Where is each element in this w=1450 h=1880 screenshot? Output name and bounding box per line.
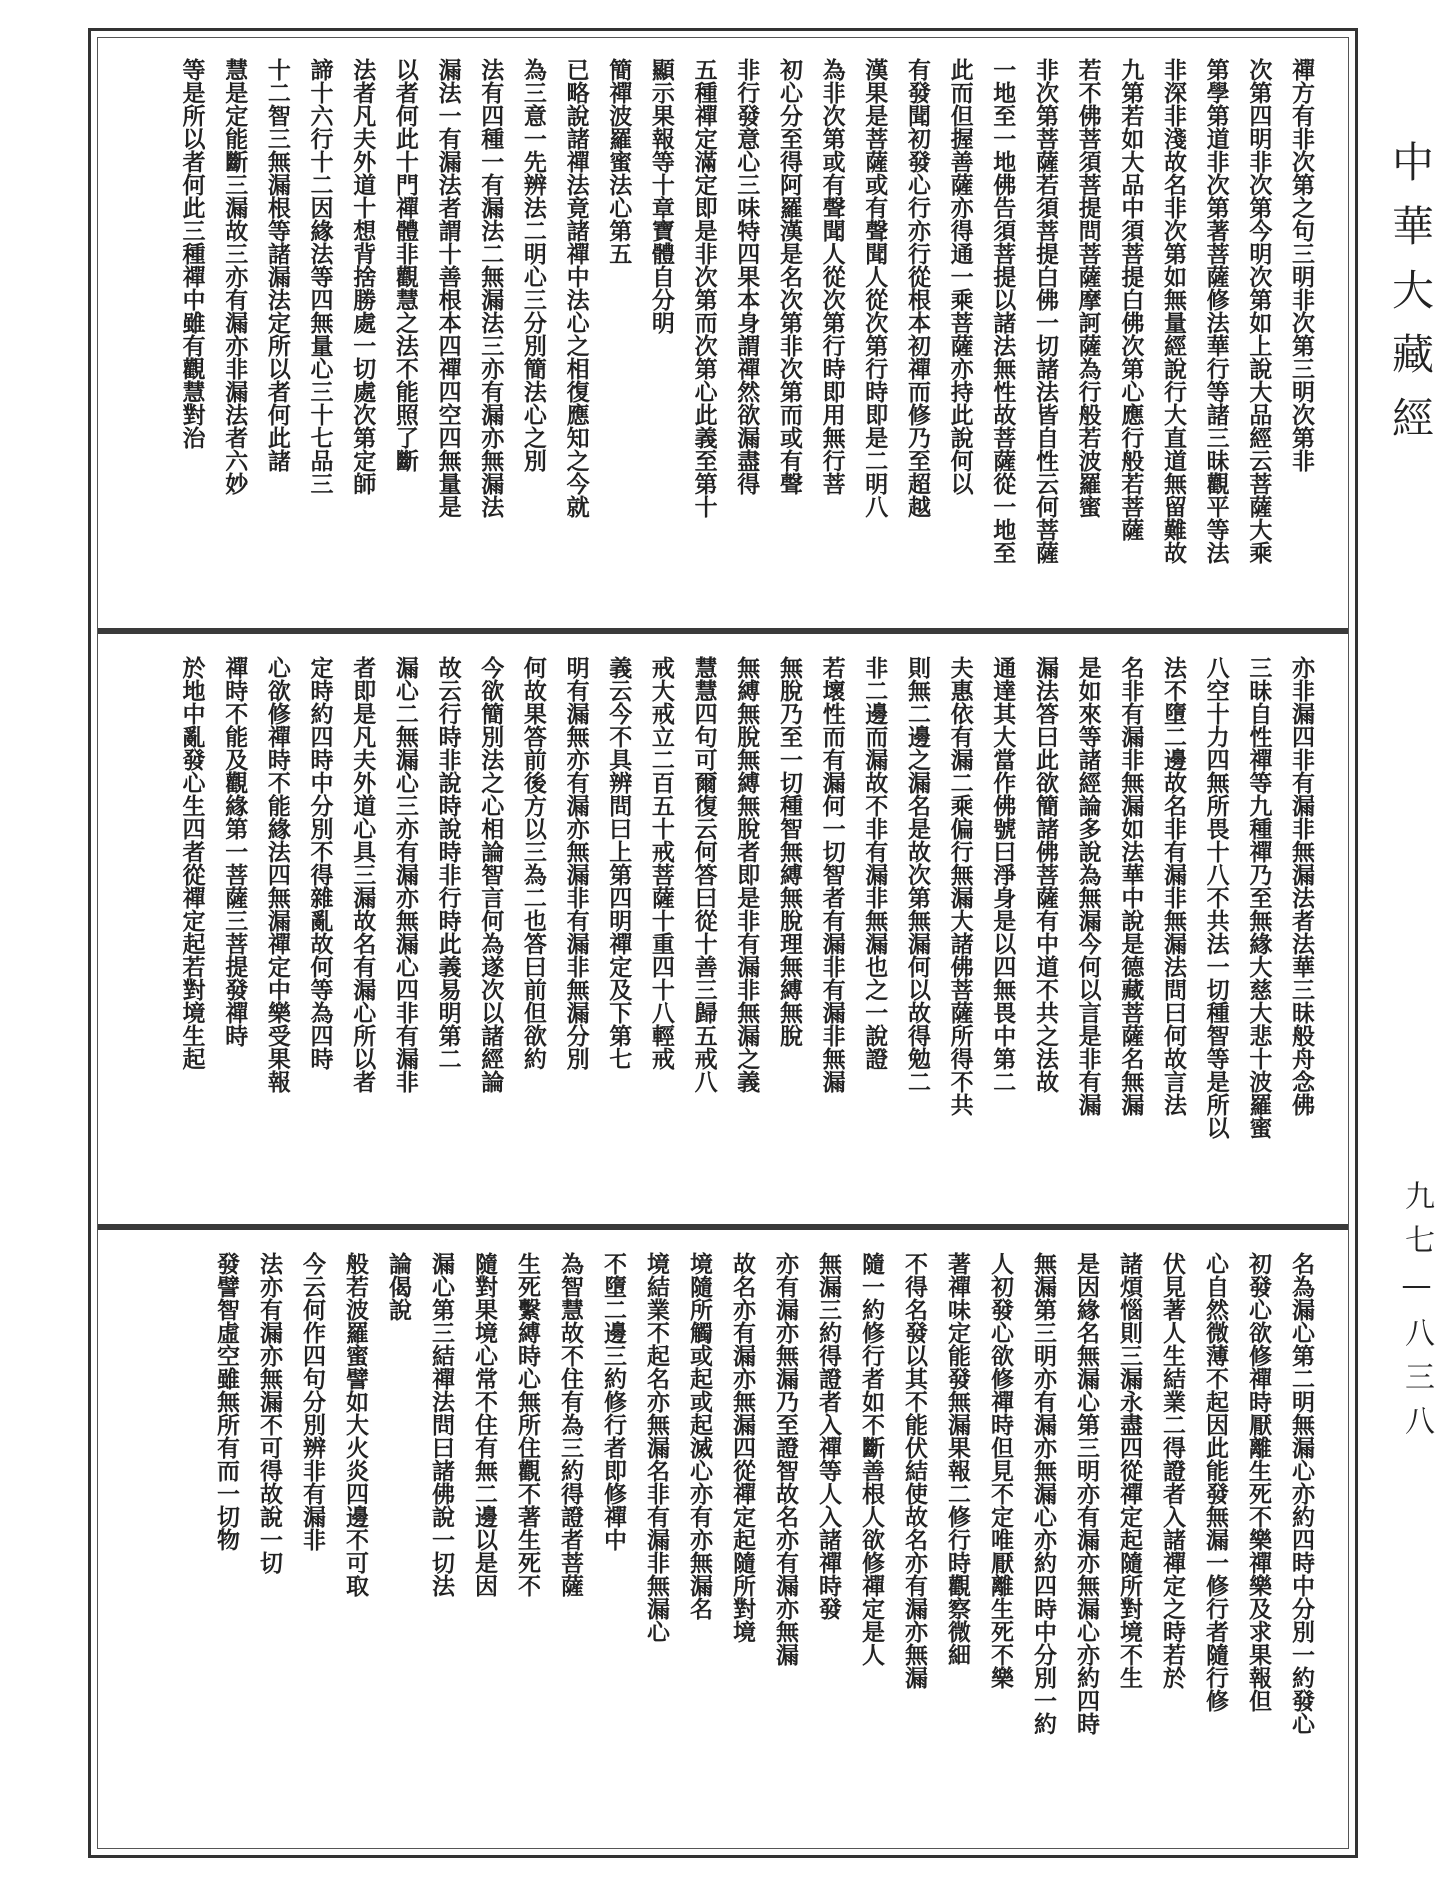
text-column: 以者何此十門禪體非觀慧之法不能照了斷 — [391, 58, 419, 472]
text-column: 故云行時非說時說時非行時此義易明第二 — [434, 656, 462, 1070]
panel-divider-1 — [98, 628, 1348, 634]
text-column: 九第若如大品中須菩提白佛次第心應行般若菩薩 — [1117, 58, 1145, 541]
text-column: 無漏第三明亦有漏亦無漏心亦約四時中分別一約 — [1030, 1252, 1057, 1735]
text-column: 漏心二無漏心三亦有漏亦無漏心四非有漏非 — [391, 656, 419, 1093]
text-column: 三昧自性禪等九種禪乃至無緣大慈大悲十波羅蜜 — [1245, 656, 1273, 1139]
text-column: 義云今不具辨問曰上第四明禪定及下第七 — [605, 656, 633, 1070]
panel-3-columns — [168, 1252, 1320, 1828]
text-column: 非深非淺故名非次第如無量經說行大直道無留難故 — [1159, 58, 1187, 564]
text-column: 著禪味定能發無漏果報二修行時觀察微細 — [944, 1252, 971, 1666]
text-column: 此而但握善薩亦得通一乘菩薩亦持此說何以 — [946, 58, 974, 495]
text-column: 禪方有非次第之句三明非次第三明次第非 — [1288, 58, 1315, 472]
text-column: 非二邊而漏故不非有漏非無漏也之一說證 — [861, 656, 889, 1070]
collection-title: 中華大藏經 — [1386, 140, 1435, 460]
text-column: 亦非漏四非有漏非無漏法者法華三昧般舟念佛 — [1288, 656, 1315, 1116]
panel-2-columns — [168, 656, 1320, 1204]
text-column: 論偈說 — [385, 1252, 412, 1321]
text-column: 初心分至得阿羅漢是名次第非次第而或有聲 — [775, 58, 803, 495]
text-column: 夫惠依有漏二乘偏行無漏大諸佛菩薩所得不共 — [946, 656, 974, 1116]
text-column: 於地中亂發心生四者從禪定起若對境生起 — [178, 656, 206, 1070]
text-column: 通達其大當作佛號曰淨身是以四無畏中第二 — [989, 656, 1017, 1093]
text-column: 第學第道非次第著菩薩修法華行等諸三昧觀平等法 — [1202, 58, 1230, 564]
text-column: 已略說諸禪法竟諸禪中法心之相復應知之今就 — [562, 58, 590, 518]
text-column: 則無二邊之漏名是故次第無漏何以故得勉二 — [903, 656, 931, 1093]
text-column: 境結業不起名亦無漏名非有漏非無漏心 — [643, 1252, 670, 1643]
text-column: 無漏三約得證者入禪等人入諸禪時發 — [815, 1252, 842, 1620]
text-panel-2 — [98, 636, 1348, 1224]
text-column: 慧是定能斷三漏故三亦有漏亦非漏法者六妙 — [221, 58, 249, 495]
text-column: 次第四明非次第今明次第如上說大品經云菩薩大乘 — [1245, 58, 1273, 564]
page-frame — [88, 28, 1358, 1858]
text-column: 為非次第或有聲聞人從次第行時即用無行菩 — [818, 58, 846, 495]
text-column: 明有漏無亦有漏亦無漏非有漏非無漏分別 — [562, 656, 590, 1070]
text-column: 若壞性而有漏何一切智者有漏非有漏非無漏 — [818, 656, 846, 1093]
text-column: 心自然微薄不起因此能發無漏一修行者隨行修 — [1202, 1252, 1229, 1712]
text-column: 十二智三無漏根等諸漏法定所以者何此諸 — [263, 58, 291, 472]
text-column: 生死繫縛時心無所住觀不著生死不 — [514, 1252, 541, 1597]
text-column: 定時約四時中分別不得雜亂故何等為四時 — [306, 656, 334, 1070]
text-column: 隨一約修行者如不斷善根人欲修禪定是人 — [858, 1252, 885, 1666]
text-column: 法亦有漏亦無漏不可得故說一切 — [256, 1252, 283, 1574]
text-column: 名非有漏非無漏如法華中說是德藏菩薩名無漏 — [1117, 656, 1145, 1116]
text-column: 法不墮二邊故名非有漏非無漏法問曰何故言法 — [1159, 656, 1187, 1116]
text-column: 是因緣名無漏心第三明亦有漏亦無漏心亦約四時 — [1073, 1252, 1100, 1735]
text-column: 八空十力四無所畏十八不共法一切種智等是所以 — [1202, 656, 1230, 1139]
text-column: 慧慧四句可爾復云何答曰從十善三歸五戒八 — [690, 656, 718, 1093]
text-column: 法者凡夫外道十想背捨勝處一切處次第定師 — [349, 58, 377, 495]
text-column: 漢果是菩薩或有聲聞人從次第行時即是二明八 — [861, 58, 889, 518]
text-column: 無縛無脫無縛無脫者即是非有漏非無漏之義 — [733, 656, 761, 1093]
text-column: 禪時不能及觀緣第一菩薩三菩提發禪時 — [221, 656, 249, 1047]
text-column: 發譬智虛空雖無所有而一切物 — [213, 1252, 240, 1551]
text-column: 無脫乃至一切種智無縛無脫理無縛無脫 — [775, 656, 803, 1047]
text-column: 漏法一有漏法者謂十善根本四禪四空四無量是 — [434, 58, 462, 518]
text-column: 境隨所觸或起或起滅心亦有亦無漏名 — [686, 1252, 713, 1620]
text-column: 一地至一地佛告須菩提以諸法無性故菩薩從一地至 — [989, 58, 1017, 564]
text-column: 何故果答前後方以三為二也答曰前但欲約 — [519, 656, 547, 1070]
text-column: 今云何作四句分別辨非有漏非 — [299, 1252, 326, 1551]
panel-divider-2 — [98, 1224, 1348, 1230]
text-column: 簡禪波羅蜜法心第五 — [605, 58, 633, 265]
text-column: 漏法答曰此欲簡諸佛菩薩有中道不共之法故 — [1031, 656, 1059, 1093]
text-column: 般若波羅蜜譬如大火炎四邊不可取 — [342, 1252, 369, 1597]
text-column: 非次第菩薩若須菩提白佛一切諸法皆自性云何菩薩 — [1031, 58, 1059, 564]
text-column: 諦十六行十二因緣法等四無量心三十七品三 — [306, 58, 334, 495]
text-column: 法有四種一有漏法二無漏法三亦有漏亦無漏法 — [477, 58, 505, 518]
text-column: 不墮二邊三約修行者即修禪中 — [600, 1252, 627, 1551]
text-column: 伏見著人生結業二得證者入諸禪定之時若於 — [1159, 1252, 1186, 1689]
text-column: 有發聞初發心行亦行從根本初禪而修乃至超越 — [903, 58, 931, 518]
text-column: 人初發心欲修禪時但見不定唯厭離生死不樂 — [987, 1252, 1014, 1689]
text-column: 為三意一先辨法二明心三分別簡法心之別 — [519, 58, 547, 472]
text-column: 故名亦有漏亦無漏四從禪定起隨所對境 — [729, 1252, 756, 1643]
text-column: 亦有漏亦無漏乃至證智故名亦有漏亦無漏 — [772, 1252, 799, 1666]
text-column: 為智慧故不住有為三約得證者菩薩 — [557, 1252, 584, 1597]
text-column: 是如來等諸經論多說為無漏今何以言是非有漏 — [1074, 656, 1102, 1116]
text-panel-3 — [98, 1232, 1348, 1848]
text-column: 今欲簡別法之心相論智言何為遂次以諸經論 — [477, 656, 505, 1093]
text-column: 漏心第三結禪法問曰諸佛說一切法 — [428, 1252, 455, 1597]
text-column: 隨對果境心常不住有無二邊以是因 — [471, 1252, 498, 1597]
text-column: 諸煩惱則三漏永盡四從禪定起隨所對境不生 — [1116, 1252, 1143, 1689]
text-column: 初發心欲修禪時厭離生死不樂禪樂及求果報但 — [1245, 1252, 1272, 1712]
text-column: 等是所以者何此三種禪中雖有觀慧對治 — [178, 58, 206, 449]
text-column: 戒大戒立二百五十戒菩薩十重四十八輕戒 — [647, 656, 675, 1070]
text-column: 五種禪定滿定即是非次第而次第心此義至第十 — [690, 58, 718, 518]
text-column: 顯示果報等十章寶體自分明 — [647, 58, 675, 334]
text-column: 非行發意心三味特四果本身謂禪然欲漏盡得 — [733, 58, 761, 495]
frame-inner — [97, 37, 1349, 1849]
panel-1-columns — [168, 58, 1320, 608]
page-number: 九七—八三八 — [1399, 1180, 1434, 1449]
text-panel-1 — [98, 38, 1348, 628]
text-column: 心欲修禪時不能緣法四無漏禪定中樂受果報 — [263, 656, 291, 1093]
text-column: 名為漏心第二明無漏心亦約四時中分別一約發心 — [1288, 1252, 1315, 1735]
text-column: 不得名發以其不能伏結使故名亦有漏亦無漏 — [901, 1252, 928, 1689]
text-column: 者即是凡夫外道心具三漏故名有漏心所以者 — [349, 656, 377, 1093]
text-column: 若不佛菩須菩提問菩薩摩訶薩為行般若波羅蜜 — [1074, 58, 1102, 518]
